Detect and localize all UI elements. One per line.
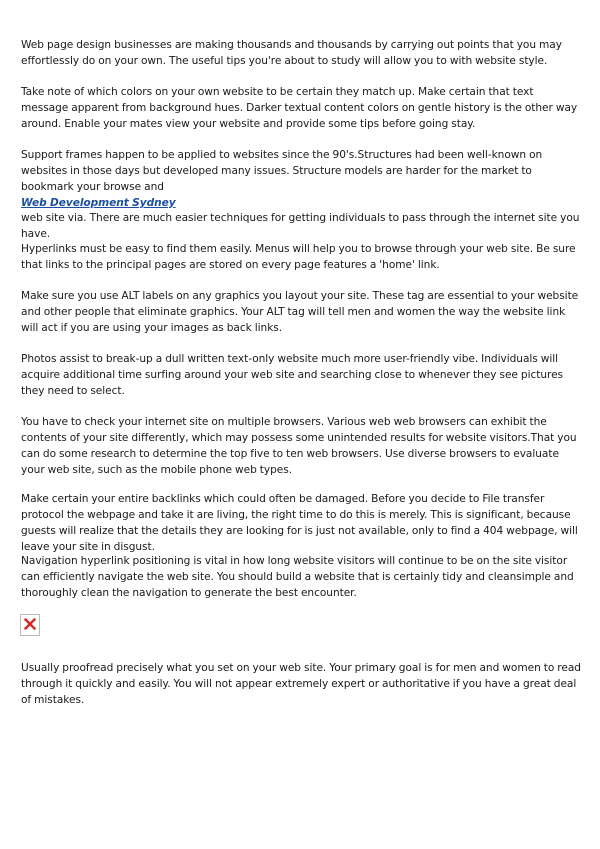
web-development-sydney-link[interactable]: Web Development Sydney (21, 197, 176, 209)
paragraph-1: Web page design businesses are making thousands and thousands by carrying out points that you may effortlessly do on your own. The useful tips you're about to study will allow you to with website style. (21, 39, 562, 67)
paragraph-4: web site via. There are much easier techniques for getting individuals to pass through the internet site you have. (21, 212, 580, 240)
broken-image-icon (20, 614, 40, 636)
paragraph-10: Navigation hyperlink positioning is vital in how long website visitors will continue to be on the site visitor can efficiently navigate the web site. You should build a website that is certainly tidy and cleansimple and thoroughly clean the navigation to generate the best encounter. (21, 555, 574, 599)
paragraph-11: Usually proofread precisely what you set on your web site. Your primary goal is for men and women to read through it quickly and easily. You will not appear extremely expert or authoritative if you have a great deal of mistakes. (21, 662, 581, 706)
paragraph-2: Take note of which colors on your own website to be certain they match up. Make certain that text message apparent from background hues. Darker textual content colors on gentle history is the other way around. Enable your mates view your website and provide some tips before going stay. (21, 86, 578, 130)
paragraph-3-block (21, 147, 581, 211)
paragraph-5: Hyperlinks must be easy to find them easily. Menus will help you to browse through your web site. Be sure that links to the principal pages are stored on every page features a 'home' link. (21, 243, 576, 271)
paragraph-6: Make sure you use ALT labels on any graphics you layout your site. These tag are essential to your website and other people that eliminate graphics. Your ALT tag will tell men and women the way the website link will act if you are using your images as back links. (21, 290, 579, 334)
paragraph-3: Support frames happen to be applied to websites since the 90's.Structures had been well-known on websites in those days but developed many issues. Structure models are harder for the market to bookmark your browse and (21, 149, 543, 193)
red-x-icon (24, 618, 36, 630)
paragraph-7: Photos assist to break-up a dull written text-only website much more user-friendly vibe. Individuals will acquire additional time surfing around your web site and searching close to whenever they see pictures they need to select. (21, 353, 564, 397)
paragraph-9: Make certain your entire backlinks which could often be damaged. Before you decide to File transfer protocol the webpage and take it are living, the right time to do this is merely. This is significant, because guests will realize that the details they are looking for is just not available, only to find a 404 webpage, will leave your site in disgust. (21, 493, 578, 553)
paragraph-8: You have to check your internet site on multiple browsers. Various web web browsers can exhibit the contents of your site differently, which may possess some unintended results for website visitors.That you can do some research to determine the top five to ten web browsers. Use diverse browsers to evaluate your web site, such as the mobile phone web types. (21, 416, 577, 476)
